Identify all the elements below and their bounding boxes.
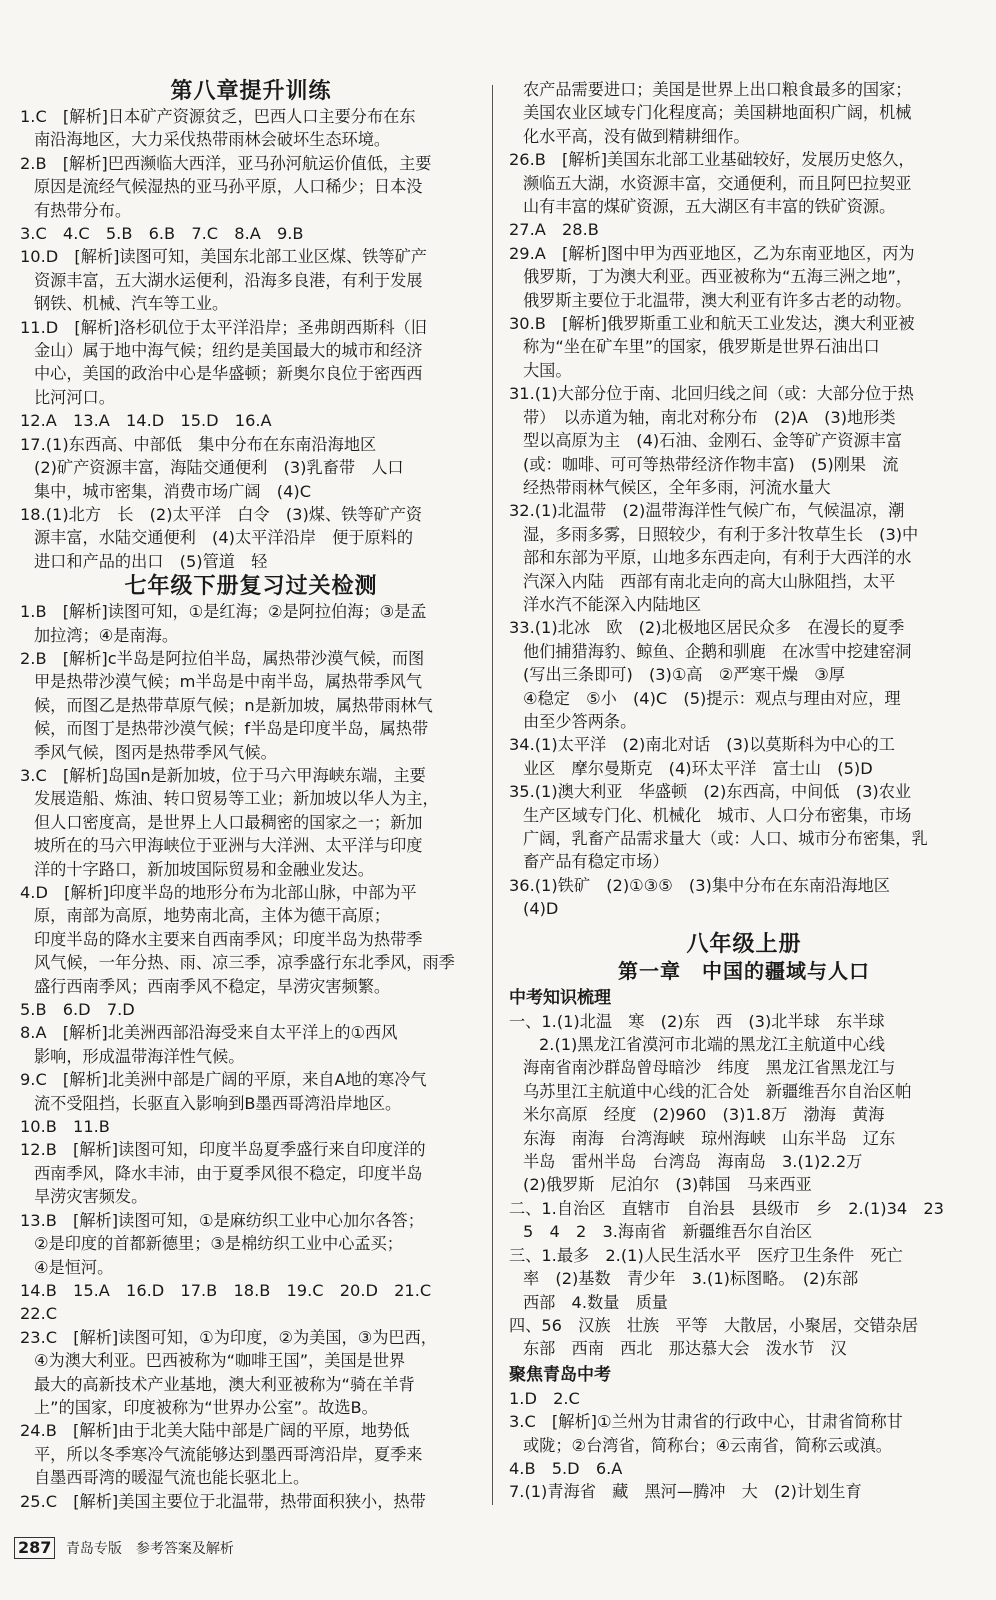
footer-label: 青岛专版 参考答案及解析 [65, 1541, 234, 1557]
answer-line: 一、1.(1)北温 寒 (2)东 西 (3)北半球 东半球 [509, 1011, 885, 1031]
answer-line-continued: 西部 4.数量 质量 [523, 1292, 668, 1312]
answer-line: 1.C [解析]日本矿产资源贫乏，巴西人口主要分布在东 [20, 107, 416, 126]
answer-line-continued: 美国农业区域专门化程度高；美国耕地面积广阔，机械 [523, 103, 912, 123]
answer-line-continued: 大国。 [523, 360, 572, 380]
answer-line-continued: (2)矿产资源丰富，海陆交通便利 (3)乳畜带 人口 [34, 458, 404, 478]
answer-line-continued: 原，南部为高原，地势南北高，主体为德干高原； [34, 906, 391, 926]
answer-line-continued: 化水平高，没有做到精耕细作。 [523, 126, 750, 146]
section-title: 八年级上册 [686, 931, 802, 957]
answer-line-continued: 盛行西南季风；西南季风不稳定，旱涝灾害频繁。 [34, 976, 391, 996]
page-number: 287 [14, 1537, 55, 1559]
section-title: 七年级下册复习过关检测 [124, 574, 378, 600]
column-divider [492, 85, 493, 1505]
answer-line-continued: 有热带分布。 [34, 200, 132, 220]
answer-line-continued: 乌苏里江主航道中心线的汇合处 新疆维吾尔自治区帕 [523, 1081, 912, 1101]
answer-line: 四、56 汉族 壮族 平等 大散居，小聚居，交错杂居 [509, 1315, 919, 1335]
answer-line: 5.B 6.D 7.D [20, 1000, 135, 1020]
answer-line-continued: 由至少答两条。 [523, 711, 637, 731]
answer-line-continued: 但人口密度高，是世界上人口最稠密的国家之一；新加 [34, 812, 423, 832]
answer-line-continued: 旱涝灾害频发。 [34, 1187, 148, 1207]
answer-line-continued: 洋的十字路口，新加坡国际贸易和金融业发达。 [34, 859, 374, 879]
answer-line: 25.C [解析]美国主要位于北温带，热带面积狭小，热带 [20, 1491, 426, 1511]
answer-line: 1.B [解析]读图可知，①是红海；②是阿拉伯海；③是孟 [20, 602, 427, 622]
answer-line-continued: 季风气候，图丙是热带季风气候。 [34, 742, 277, 762]
answer-line: 18.(1)北方 长 (2)太平洋 白令 (3)煤、铁等矿产资 [20, 504, 423, 524]
section-heading: 聚焦青岛中考 [509, 1364, 611, 1385]
answer-line: 1.D 2.C [509, 1388, 580, 1408]
answer-line-continued: 畜产品有稳定市场） [523, 852, 669, 872]
answer-line-continued: 流不受阻挡，长驱直入影响到B墨西哥湾沿岸地区。 [34, 1093, 402, 1113]
answer-line-continued: 汽深入内陆 西部有南北走向的高大山脉阻挡，太平 [523, 571, 896, 591]
answer-line-continued: 源丰富，水陆交通便利 (4)太平洋沿岸 便于原料的 [34, 528, 414, 548]
answer-line-continued: 资源丰富，五大湖水运便利，沿海多良港，有利于发展 [34, 270, 423, 290]
answer-line-continued: 候，而图乙是热带草原气候；n是新加坡，属热带雨林气 [34, 695, 433, 715]
answer-line: 3.C 4.C 5.B 6.B 7.C 8.A 9.B [20, 224, 304, 244]
answer-line-continued: 最大的高新技术产业基地，澳大利亚被称为“骑在羊背 [34, 1374, 415, 1394]
answer-line-continued: ④是恒河。 [34, 1257, 114, 1277]
answer-line-continued: 率 (2)基数 青少年 3.(1)标图略。 (2)东部 [523, 1269, 859, 1289]
spacer [509, 921, 979, 931]
answer-line-continued: 东部 西南 西北 那达慕大会 泼水节 汉 [523, 1339, 847, 1359]
answer-line-continued: ④稳定 ⑤小 (4)C (5)提示：观点与理由对应，理 [523, 688, 901, 708]
answer-line: 17.(1)东西高、中部低 集中分布在东南沿海地区 [20, 434, 377, 454]
answer-line: 3.C [解析]①兰州为甘肃省的行政中心，甘肃省简称甘 [509, 1412, 903, 1432]
answer-line-continued: 带） 以赤道为轴，南北对称分布 (2)A (3)地形类 [523, 407, 896, 427]
answer-line-continued: (写出三条即可) (3)①高 ②严寒干燥 ③厚 [523, 665, 845, 685]
answer-line-continued: 印度半岛的降水主要来自西南季风；印度半岛为热带季 [34, 929, 423, 949]
answer-line-continued: 或陇；②台湾省，简称台；④云南省，简称云或滇。 [523, 1435, 892, 1455]
right-column [509, 78, 979, 1504]
answer-line-continued: 称为“坐在矿车里”的国家，俄罗斯是世界石油出口 [523, 337, 880, 357]
answer-line: 3.C [解析]岛国n是新加坡，位于马六甲海峡东端，主要 [20, 765, 426, 785]
answer-line-continued: 金山）属于地中海气候；纽约是美国最大的城市和经济 [34, 341, 423, 361]
answer-line-continued: 生产区域专门化、机械化 城市、人口分布密集，市场 [523, 805, 912, 825]
answer-line: 二、1.自治区 直辖市 自治县 县级市 乡 2.(1)34 23 [509, 1198, 944, 1218]
answer-line-continued: 山有丰富的煤矿资源，五大湖区有丰富的铁矿资源。 [523, 197, 896, 217]
answer-line-continued: 原因是流经气候湿热的亚马孙平原，人口稀少；日本没 [34, 177, 423, 197]
page-footer [14, 1537, 234, 1559]
answer-line: 24.B [解析]由于北美大陆中部是广阔的平原，地势低 [20, 1421, 410, 1441]
answer-line-continued: 候，而图丁是热带沙漠气候；f半岛是印度半岛，属热带 [34, 719, 429, 739]
answer-line-continued: 2.(1)黑龙江省漠河市北端的黑龙江主航道中心线 [539, 1035, 885, 1055]
answer-line: 33.(1)北冰 欧 (2)北极地区居民众多 在漫长的夏季 [509, 618, 905, 638]
answer-line: 32.(1)北温带 (2)温带海洋性气候广布，气候温凉，潮 [509, 501, 905, 521]
answer-line: 12.B [解析]读图可知，印度半岛夏季盛行来自印度洋的 [20, 1140, 426, 1160]
answer-line-continued: 加拉湾；④是南海。 [34, 625, 179, 645]
answer-line-continued: 型以高原为主 (4)石油、金刚石、金等矿产资源丰富 [523, 431, 903, 451]
answer-line: 30.B [解析]俄罗斯重工业和航天工业发达，澳大利亚被 [509, 314, 915, 334]
answer-line: 13.B [解析]读图可知，①是麻纺织工业中心加尔各答； [20, 1210, 424, 1230]
answer-line-continued: 发展造船、炼油、转口贸易等工业；新加坡以华人为主， [34, 789, 439, 809]
chapter-title: 第一章 中国的疆域与人口 [618, 958, 870, 983]
answer-line: 36.(1)铁矿 (2)①③⑤ (3)集中分布在东南沿海地区 [509, 875, 890, 895]
answer-line-continued: 坡所在的马六甲海峡位于亚洲与大洋洲、太平洋与印度 [34, 836, 423, 856]
answer-line: 11.D [解析]洛杉矶位于太平洋沿岸；圣弗朗西斯科（旧 [20, 317, 427, 337]
answer-line: 26.B [解析]美国东北部工业基础较好，发展历史悠久， [509, 150, 915, 170]
section-heading: 中考知识梳理 [509, 987, 611, 1008]
answer-line: 31.(1)大部分位于南、北回归线之间（或：大部分位于热 [509, 384, 914, 404]
answer-line-continued: 洋水汽不能深入内陆地区 [523, 594, 702, 614]
answer-line: 22.C [20, 1304, 58, 1324]
answer-line-continued: 钢铁、机械、汽车等工业。 [34, 294, 229, 314]
answer-line-continued: 米尔高原 经度 (2)960 (3)1.8万 渤海 黄海 [523, 1105, 885, 1125]
answer-line: 10.B 11.B [20, 1117, 110, 1137]
answer-line-continued: 风气候，一年分热、雨、凉三季，凉季盛行东北季风，雨季 [34, 953, 455, 973]
answer-line: 14.B 15.A 16.D 17.B 18.B 19.C 20.D 21.C [20, 1280, 432, 1300]
answer-line: 12.A 13.A 14.D 15.D 16.A [20, 411, 272, 431]
answer-line-continued: 影响，形成温带海洋性气候。 [34, 1046, 245, 1066]
answer-line: 10.D [解析]读图可知，美国东北部工业区煤、铁等矿产 [20, 247, 427, 267]
answer-line-continued: 俄罗斯，丁为澳大利亚。西亚被称为“五海三洲之地”， [523, 267, 913, 287]
answer-line-continued: 西南季风，降水丰沛，由于夏季风很不稳定，印度半岛 [34, 1163, 423, 1183]
answer-line-continued: 集中，城市密集，消费市场广阔 (4)C [34, 481, 312, 501]
answer-line: 9.C [解析]北美洲中部是广阔的平原，来自A地的寒冷气 [20, 1070, 427, 1090]
answer-line-continued: 甲是热带沙漠气候；m半岛是中南半岛，属热带季风气 [34, 672, 423, 692]
answer-line-continued: 海南省南沙群岛曾母暗沙 纬度 黑龙江省黑龙江与 [523, 1058, 896, 1078]
answer-line: 7.(1)青海省 藏 黑河—腾冲 大 (2)计划生育 [509, 1482, 862, 1502]
answer-line-continued: 濒临五大湖，水资源丰富，交通便利，而且阿巴拉契亚 [523, 173, 912, 193]
answer-line: 34.(1)太平洋 (2)南北对话 (3)以莫斯科为中心的工 [509, 735, 895, 755]
answer-line-continued: 东海 南海 台湾海峡 琼州海峡 山东半岛 辽东 [523, 1128, 896, 1148]
answer-line-continued: 5 4 2 3.海南省 新疆维吾尔自治区 [523, 1222, 813, 1242]
answer-line-continued: 进口和产品的出口 (5)管道 轻 [34, 551, 268, 571]
answer-line-continued: 南沿海地区，大力采伐热带雨林会破坏生态环境。 [34, 130, 391, 150]
answer-line-continued: 农产品需要进口；美国是世界上出口粮食最多的国家； [523, 80, 912, 99]
answer-line: 35.(1)澳大利亚 华盛顿 (2)东西高，中间低 (3)农业 [509, 782, 912, 802]
answer-line-continued: ②是印度的首都新德里；③是棉纺织工业中心孟买； [34, 1234, 403, 1254]
answer-line-continued: 业区 摩尔曼斯克 (4)环太平洋 富士山 (5)D [523, 758, 873, 778]
answer-line-continued: (2)俄罗斯 尼泊尔 (3)韩国 马来西亚 [523, 1175, 812, 1195]
answer-line-continued: (4)D [523, 899, 559, 919]
answer-line-continued: 上”的国家，印度被称为“世界办公室”。故选B。 [34, 1397, 378, 1417]
answer-line: 4.D [解析]印度半岛的地形分布为北部山脉，中部为平 [20, 883, 417, 902]
answer-line-continued: 自墨西哥湾的暖湿气流也能长驱北上。 [34, 1468, 310, 1488]
answer-line-continued: (或：咖啡、可可等热带经济作物丰富) (5)刚果 流 [523, 454, 899, 474]
answer-line-continued: 他们捕猎海豹、鲸鱼、企鹅和驯鹿 在冰雪中挖建窑洞 [523, 641, 912, 661]
left-column [20, 78, 482, 1513]
answer-line-continued: 半岛 雷州半岛 台湾岛 海南岛 3.(1)2.2万 [523, 1152, 863, 1172]
answer-line: 23.C [解析]读图可知，①为印度，②为美国，③为巴西， [20, 1327, 437, 1347]
answer-line: 27.A 28.B [509, 220, 599, 240]
answer-line-continued: 中心，美国的政治中心是华盛顿；新奥尔良位于密西西 [34, 364, 423, 384]
answer-line-continued: 湿，多雨多雾，日照较少，有利于多汁牧草生长 (3)中 [523, 524, 919, 544]
answer-line: 4.B 5.D 6.A [509, 1458, 623, 1478]
answer-line: 三、1.最多 2.(1)人民生活水平 医疗卫生条件 死亡 [509, 1245, 903, 1265]
answer-line-continued: 部和东部为平原，山地多东西走向，有利于大西洋的水 [523, 548, 912, 568]
answer-line: 2.B [解析]c半岛是阿拉伯半岛，属热带沙漠气候，而图 [20, 648, 425, 668]
answer-line-continued: ④为澳大利亚。巴西被称为“咖啡王国”，美国是世界 [34, 1351, 406, 1371]
section-title: 第八章提升训练 [170, 79, 332, 104]
answer-line-continued: 经热带雨林气候区，全年多雨，河流水量大 [523, 477, 831, 497]
answer-line-continued: 俄罗斯主要位于北温带，澳大利亚有许多古老的动物。 [523, 290, 912, 310]
answer-line: 29.A [解析]图中甲为西亚地区，乙为东南亚地区，丙为 [509, 243, 915, 263]
answer-line: 8.A [解析]北美洲西部沿海受来自太平洋上的①西风 [20, 1023, 398, 1043]
answer-line: 2.B [解析]巴西濒临大西洋，亚马孙河航运价值低，主要 [20, 153, 432, 173]
answer-line-continued: 平，所以冬季寒冷气流能够达到墨西哥湾沿岸，夏季来 [34, 1444, 423, 1464]
answer-line-continued: 广阔，乳畜产品需求量大（或：人口、城市分布密集，乳 [523, 829, 928, 848]
answer-line-continued: 比河河口。 [34, 387, 115, 407]
